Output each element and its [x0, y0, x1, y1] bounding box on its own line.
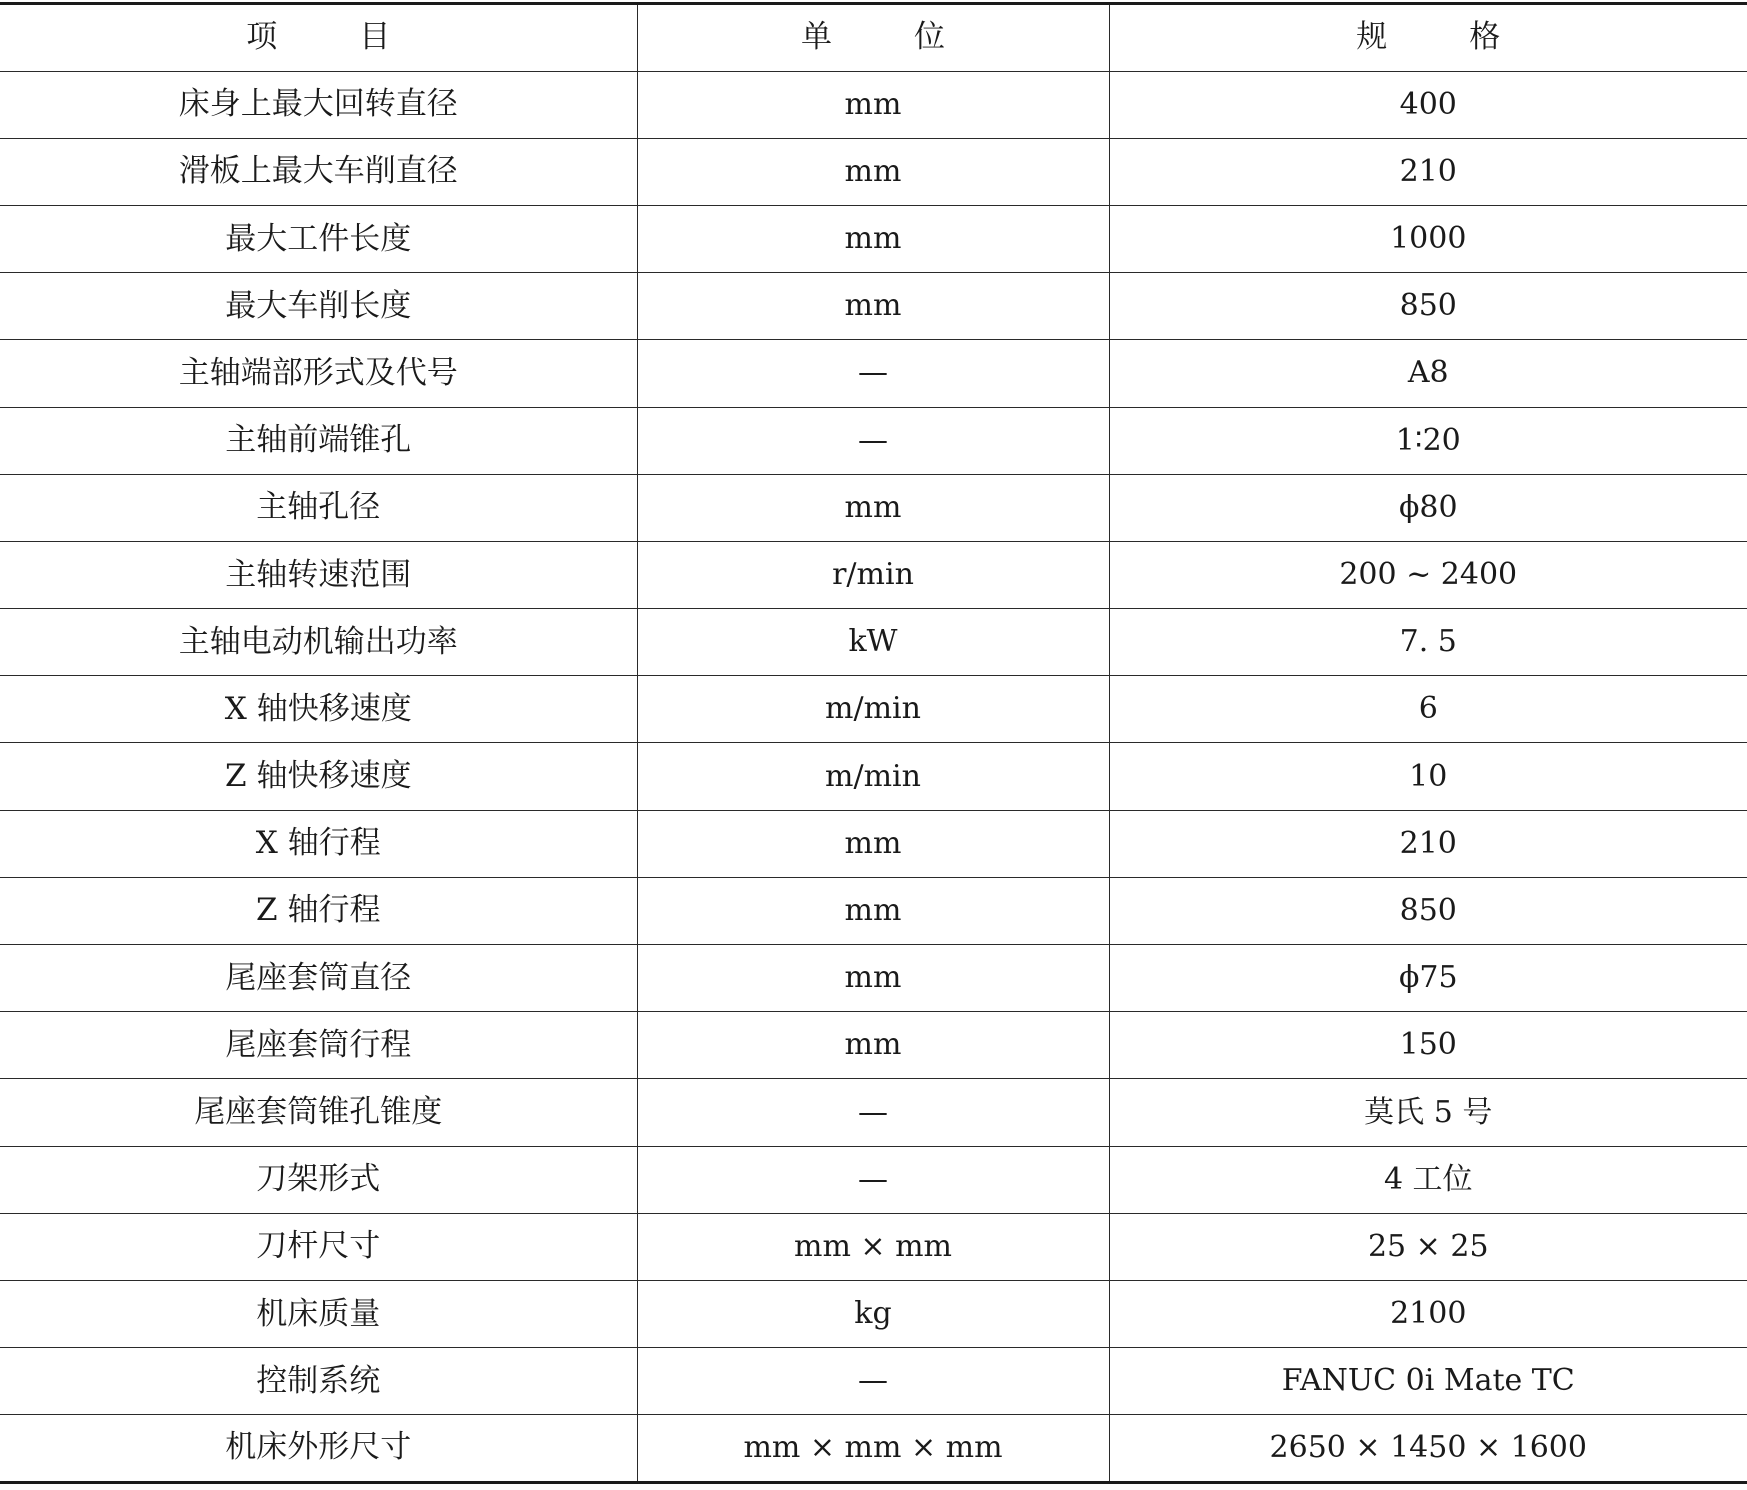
- unit-cell: mm: [637, 474, 1109, 541]
- value-cell: 莫氏 5 号: [1109, 1079, 1747, 1146]
- item-cell: 机床外形尺寸: [0, 1415, 637, 1482]
- item-cell: 滑板上最大车削直径: [0, 138, 637, 205]
- item-cell: 主轴电动机输出功率: [0, 609, 637, 676]
- unit-cell: m/min: [637, 743, 1109, 810]
- header-spec-char-2: 格: [1469, 19, 1501, 56]
- item-cell: 主轴转速范围: [0, 541, 637, 608]
- unit-cell: mm: [637, 205, 1109, 272]
- table-row: [0, 1280, 1747, 1347]
- table-row: [0, 273, 1747, 340]
- item-cell: 主轴端部形式及代号: [0, 340, 637, 407]
- item-cell: 尾座套筒锥孔锥度: [0, 1079, 637, 1146]
- value-cell: 2650 × 1450 × 1600: [1109, 1415, 1747, 1482]
- value-cell: ϕ80: [1109, 474, 1747, 541]
- value-cell: 210: [1109, 810, 1747, 877]
- value-cell: 7. 5: [1109, 609, 1747, 676]
- table-header: [0, 4, 1747, 72]
- table-row: [0, 877, 1747, 944]
- value-cell: 850: [1109, 273, 1747, 340]
- header-item-char-2: 目: [359, 19, 391, 56]
- table-body: [0, 71, 1747, 1482]
- table-row: [0, 1079, 1747, 1146]
- unit-cell: m/min: [637, 676, 1109, 743]
- value-cell: ϕ75: [1109, 945, 1747, 1012]
- header-spec-char-1: 规: [1356, 19, 1388, 56]
- table-row: [0, 609, 1747, 676]
- unit-cell: r/min: [637, 541, 1109, 608]
- value-cell: 2100: [1109, 1280, 1747, 1347]
- value-cell: A8: [1109, 340, 1747, 407]
- table-row: [0, 138, 1747, 205]
- unit-cell: mm: [637, 810, 1109, 877]
- unit-cell: —: [637, 407, 1109, 474]
- item-cell: 最大工件长度: [0, 205, 637, 272]
- unit-cell: mm: [637, 1012, 1109, 1079]
- item-cell: 尾座套筒行程: [0, 1012, 637, 1079]
- header-unit-char-2: 位: [914, 19, 945, 56]
- table-row: [0, 1146, 1747, 1213]
- table-row: [0, 1012, 1747, 1079]
- item-cell: Z 轴快移速度: [0, 743, 637, 810]
- unit-cell: mm: [637, 273, 1109, 340]
- value-cell: 1∶20: [1109, 407, 1747, 474]
- unit-cell: —: [637, 1146, 1109, 1213]
- unit-cell: kg: [637, 1280, 1109, 1347]
- table-row: [0, 474, 1747, 541]
- value-cell: 150: [1109, 1012, 1747, 1079]
- value-cell: FANUC 0i Mate TC: [1109, 1348, 1747, 1415]
- table-row: [0, 1415, 1747, 1482]
- value-cell: 25 × 25: [1109, 1213, 1747, 1280]
- item-cell: 控制系统: [0, 1348, 637, 1415]
- value-cell: 6: [1109, 676, 1747, 743]
- value-cell: 850: [1109, 877, 1747, 944]
- unit-cell: mm × mm: [637, 1213, 1109, 1280]
- table-row: [0, 810, 1747, 877]
- unit-cell: —: [637, 340, 1109, 407]
- table-row: [0, 945, 1747, 1012]
- item-cell: X 轴行程: [0, 810, 637, 877]
- item-cell: 床身上最大回转直径: [0, 71, 637, 138]
- unit-cell: kW: [637, 609, 1109, 676]
- unit-cell: mm: [637, 71, 1109, 138]
- table-row: [0, 71, 1747, 138]
- unit-cell: mm × mm × mm: [637, 1415, 1109, 1482]
- item-cell: 刀杆尺寸: [0, 1213, 637, 1280]
- item-cell: X 轴快移速度: [0, 676, 637, 743]
- value-cell: 400: [1109, 71, 1747, 138]
- item-cell: 主轴前端锥孔: [0, 407, 637, 474]
- value-cell: 210: [1109, 138, 1747, 205]
- unit-cell: mm: [637, 945, 1109, 1012]
- item-cell: 机床质量: [0, 1280, 637, 1347]
- header-row: [0, 4, 1747, 72]
- header-unit: [637, 4, 1109, 72]
- table-row: [0, 205, 1747, 272]
- item-cell: 最大车削长度: [0, 273, 637, 340]
- table-row: [0, 407, 1747, 474]
- table-row: [0, 676, 1747, 743]
- item-cell: 尾座套筒直径: [0, 945, 637, 1012]
- item-cell: 刀架形式: [0, 1146, 637, 1213]
- item-cell: 主轴孔径: [0, 474, 637, 541]
- unit-cell: —: [637, 1079, 1109, 1146]
- value-cell: 200 ~ 2400: [1109, 541, 1747, 608]
- header-spec: [1109, 4, 1747, 72]
- value-cell: 10: [1109, 743, 1747, 810]
- item-cell: Z 轴行程: [0, 877, 637, 944]
- table-row: [0, 340, 1747, 407]
- header-unit-char-1: 单: [801, 19, 832, 56]
- unit-cell: —: [637, 1348, 1109, 1415]
- value-cell: 4 工位: [1109, 1146, 1747, 1213]
- header-item: [0, 4, 637, 72]
- table-row: [0, 1348, 1747, 1415]
- spec-table: [0, 2, 1747, 1484]
- header-item-char-1: 项: [246, 19, 278, 56]
- value-cell: 1000: [1109, 205, 1747, 272]
- table-row: [0, 541, 1747, 608]
- unit-cell: mm: [637, 138, 1109, 205]
- table-row: [0, 743, 1747, 810]
- unit-cell: mm: [637, 877, 1109, 944]
- table-row: [0, 1213, 1747, 1280]
